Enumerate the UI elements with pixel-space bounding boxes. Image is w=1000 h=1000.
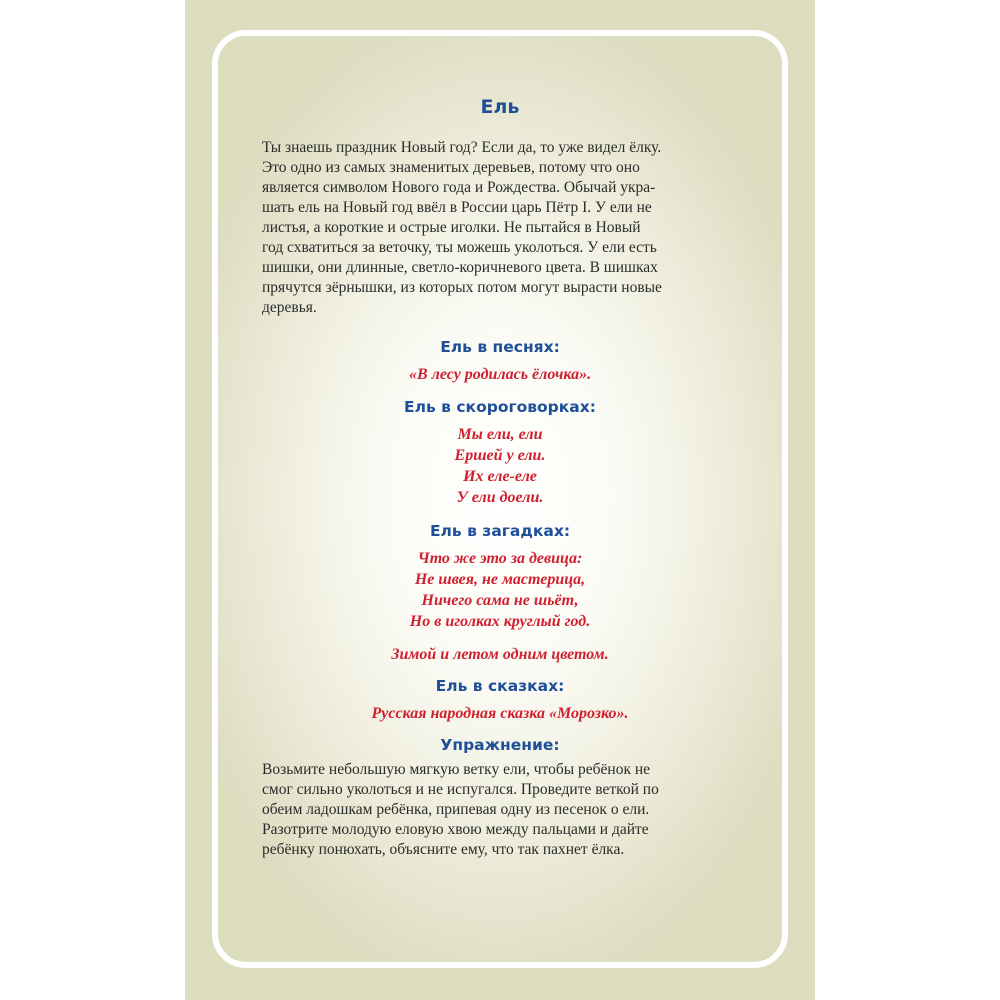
riddle-block [262,548,738,632]
exercise-paragraph: Возьмите небольшую мягкую ветку ели, чтобы ребёнок не смог сильно уколоться и не испугался. Проведите веткой по обеим ладошкам ребёнка, припевая одну из песенок о ели. Разотрите молодую еловую хвою между пальцами и дайте ребёнку понюхать, объясните ему, что так пахнет ёлка. [262,761,659,858]
page-title: Ель [480,96,520,118]
card-content [262,92,738,860]
riddles-heading: Ель в загадках: [429,522,571,540]
tales-text: Русская народная сказка «Морозко». [371,705,629,722]
songs-text: «В лесу родилась ёлочка». [408,366,592,383]
riddle-line: Не швея, не мастерица, [414,571,586,588]
tongue-twister-line: У ели доели. [456,489,544,506]
tongue-twister-block [262,424,738,508]
tales-heading: Ель в сказках: [435,677,565,695]
riddle-second: Зимой и летом одним цветом. [391,646,609,663]
tongue-twister-line: Их еле-еле [463,468,537,485]
songs-heading: Ель в песнях: [440,338,560,356]
book-page [185,0,815,1000]
tongue-twister-line: Ершей у ели. [454,447,546,464]
content-card [212,30,788,968]
exercise-heading: Упражнение: [440,736,560,754]
tongue-twisters-heading: Ель в скороговорках: [404,398,596,416]
riddle-line: Что же это за девица: [417,550,583,567]
riddle-line: Ничего сама не шьёт, [421,592,579,609]
tongue-twister-line: Мы ели, ели [457,426,543,443]
riddle-line: Но в иголках круглый год. [409,613,591,630]
intro-paragraph: Ты знаешь праздник Новый год? Если да, то уже видел ёлку. Это одно из самых знаменитых деревьев, потому что оно является символом Нового года и Рождества. Обычай укра- шать ель на Новый год ввёл в России царь Пётр I. У ели не листья, а короткие и острые иголки. Не пытайся в Новый год схватиться за веточку, ты можешь уколоться. У ели есть шишки, они длинные, светло-коричневого цвета. В шишках прячутся зёрнышки, из которых потом могут вырасти новые деревья. [262,139,662,316]
